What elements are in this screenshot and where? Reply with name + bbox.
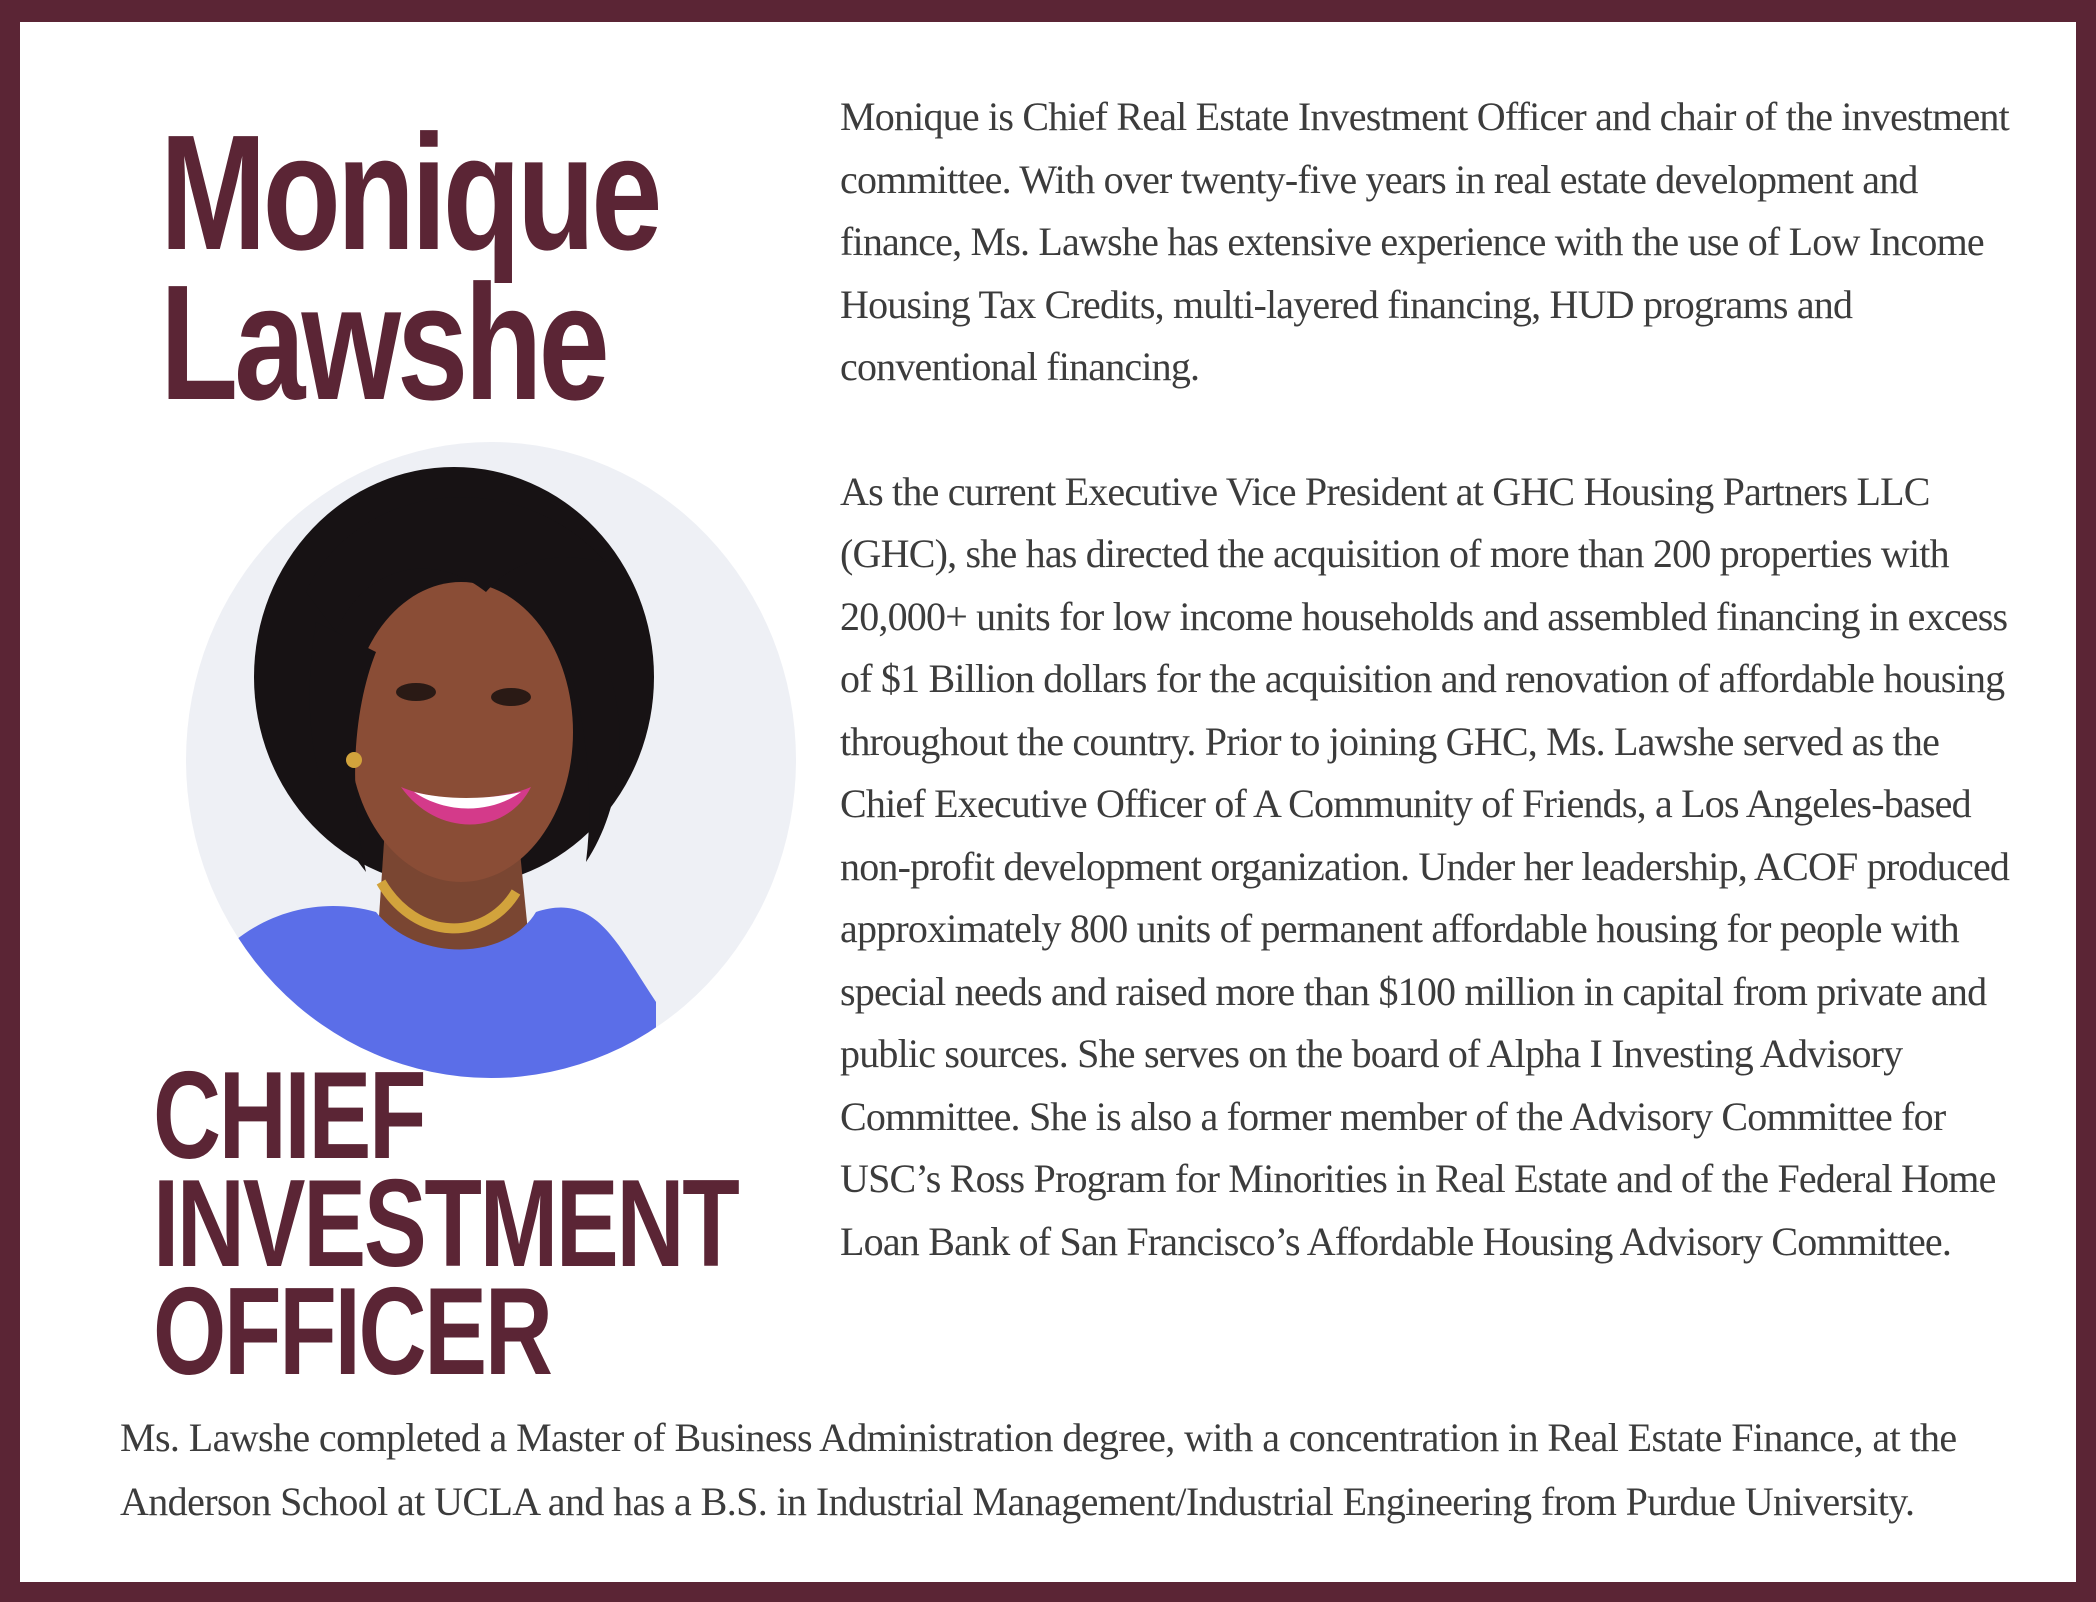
bio-text <box>840 86 2020 1273</box>
person-name <box>160 101 659 434</box>
bio-paragraph-career: As the current Executive Vice President at GHC Housing Partners LLC (GHC), she has directed the acquisition of more than 200 properties with 20,000+ units for low income households and assembled financing in excess of $1 Billion dollars for the acquisition and renovation of affordable housing throughout the country. Prior to joining GHC, Ms. Lawshe served as the Chief Executive Officer of A Community of Friends, a Los Angeles-based non-profit development organization. Under her leadership, ACOF produced approximately 800 units of permanent affordable housing for people with special needs and raised more than $100 million in capital from private and public sources. She serves on the board of Alpha I Investing Advisory Committee. She is also a former member of the Advisory Committee for USC’s Ross Program for Minorities in Real Estate and of the Federal Home Loan Bank of San Francisco’s Affordable Housing Advisory Committee. <box>840 468 2010 1264</box>
portrait-photo <box>186 442 796 1078</box>
bio-paragraph-education: Ms. Lawshe completed a Master of Business Administration degree, with a concentration in Real Estate Finance, at the Anderson School at UCLA and has a B.S. in Industrial Management/Industrial Engineering from Purdue University. <box>120 1415 1957 1524</box>
bio-paragraph-intro: Monique is Chief Real Estate Investment Officer and chair of the investment committee. With over twenty-five years in real estate development and finance, Ms. Lawshe has extensive experience with the use of Low Income Housing Tax Credits, multi-layered financing, HUD programs and conventional financing. <box>840 94 2009 389</box>
last-name: Lawshe <box>160 251 606 434</box>
job-title-line: OFFICER <box>153 1263 551 1401</box>
job-title-line: INVESTMENT <box>153 1155 738 1293</box>
job-title <box>153 1047 738 1401</box>
first-name: Monique <box>160 101 659 284</box>
job-title-line: CHIEF <box>153 1047 425 1185</box>
